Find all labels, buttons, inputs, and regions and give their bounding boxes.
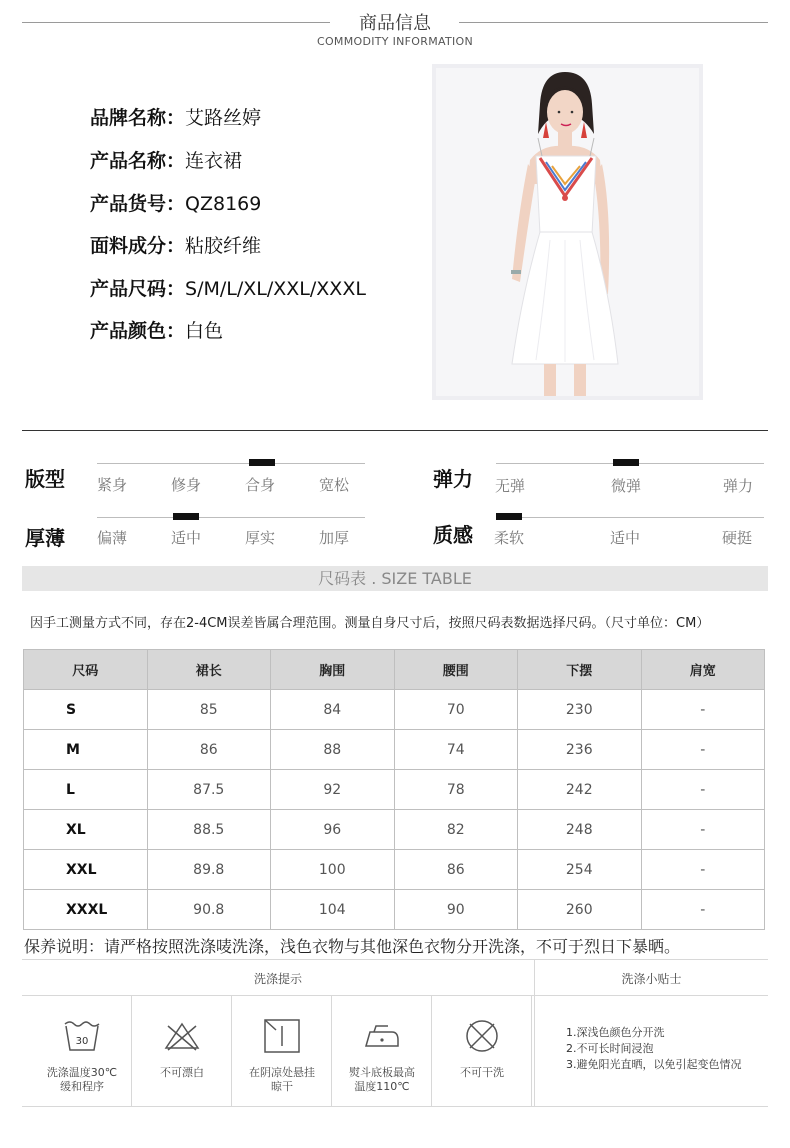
scale-fit-title: 版型 — [25, 467, 65, 491]
table-row — [24, 850, 765, 890]
table-cell: 248 — [518, 810, 642, 850]
scale-fit-option: 宽松 — [319, 476, 350, 494]
table-row — [24, 730, 765, 770]
header-cell: 下摆 — [518, 650, 642, 690]
table-cell: XXXL — [24, 890, 148, 930]
section-divider — [22, 430, 768, 431]
scale-texture-option: 柔软 — [494, 529, 525, 547]
no-bleach-icon — [162, 1018, 202, 1054]
wash-tips-list — [566, 1025, 742, 1073]
wash-advice-title: 洗涤小贴士 — [621, 972, 682, 986]
wash-icon-cell — [32, 996, 132, 1106]
wash-icon-label: 熨斗底板最高 温度110℃ — [349, 1066, 415, 1093]
scale-elasticity-option: 无弹 — [495, 477, 526, 495]
scale-thickness-option: 厚实 — [245, 529, 276, 547]
info-brand: 品牌名称：艾路丝婷 — [90, 107, 262, 129]
list-item: 1.深浅色颜色分开洗 — [566, 1026, 665, 1039]
table-cell: 92 — [271, 770, 395, 810]
scale-thickness-marker — [173, 513, 199, 520]
scale-texture-marker — [496, 513, 522, 520]
no-dry-clean-icon — [462, 1018, 502, 1054]
header-cell: 胸围 — [271, 650, 395, 690]
info-sizes: 产品尺码：S/M/L/XL/XXL/XXXL — [90, 278, 366, 300]
wash-bottom-line — [22, 1106, 768, 1107]
table-cell: 100 — [271, 850, 395, 890]
wash-icon-cell — [332, 996, 432, 1106]
scale-thickness-option: 适中 — [171, 529, 202, 547]
scale-fit-option: 合身 — [245, 476, 276, 494]
table-cell: 84 — [271, 690, 395, 730]
table-cell: 87.5 — [147, 770, 271, 810]
table-cell: 78 — [394, 770, 518, 810]
scale-fit-option: 修身 — [171, 476, 202, 494]
table-cell: - — [641, 730, 765, 770]
table-cell: 242 — [518, 770, 642, 810]
scale-thickness-option: 偏薄 — [97, 529, 128, 547]
table-cell: M — [24, 730, 148, 770]
size-table-header-row — [24, 650, 765, 690]
table-cell: - — [641, 890, 765, 930]
table-cell: 74 — [394, 730, 518, 770]
wash-icon-label: 不可干洗 — [460, 1066, 504, 1079]
list-item: 3.避免阳光直晒，以免引起变色情况 — [566, 1058, 742, 1071]
table-cell: 230 — [518, 690, 642, 730]
scale-elasticity-marker — [613, 459, 639, 466]
table-cell: 85 — [147, 690, 271, 730]
care-instructions: 保养说明：请严格按照洗涤唛洗涤，浅色衣物与其他深色衣物分开洗涤，不可于烈日下暴晒。 — [24, 937, 681, 956]
table-cell: S — [24, 690, 148, 730]
wash-icon-cell — [132, 996, 232, 1106]
scale-fit-option: 紧身 — [97, 476, 128, 494]
wash-icon-cell — [432, 996, 532, 1106]
size-table — [23, 649, 765, 930]
header-cell: 腰围 — [394, 650, 518, 690]
scale-texture-option: 适中 — [610, 529, 641, 547]
scale-thickness-line — [97, 517, 365, 518]
table-cell: 88 — [271, 730, 395, 770]
table-cell: 90 — [394, 890, 518, 930]
table-cell: 89.8 — [147, 850, 271, 890]
table-cell: 86 — [394, 850, 518, 890]
scale-elasticity-title: 弹力 — [433, 467, 473, 491]
product-photo — [432, 64, 703, 400]
header-cell: 尺码 — [24, 650, 148, 690]
shade-dry-icon — [262, 1018, 302, 1054]
info-product-name: 产品名称：连衣裙 — [90, 150, 243, 172]
table-row — [24, 690, 765, 730]
list-item: 2.不可长时间浸泡 — [566, 1042, 654, 1055]
table-row — [24, 890, 765, 930]
wash-temperature-label: 30 — [75, 1036, 89, 1047]
table-row — [24, 810, 765, 850]
scale-elasticity-option: 弹力 — [723, 477, 754, 495]
table-cell: 82 — [394, 810, 518, 850]
table-cell: L — [24, 770, 148, 810]
wash-icon-cell — [232, 996, 332, 1106]
table-cell: 90.8 — [147, 890, 271, 930]
size-table-title: 尺码表 . SIZE TABLE — [318, 569, 472, 588]
section-title: 商品信息 — [359, 13, 431, 34]
scale-texture-option: 硬挺 — [722, 529, 753, 547]
scale-fit-marker — [249, 459, 275, 466]
wash-icon-label: 洗涤温度30℃ 缓和程序 — [46, 1066, 118, 1093]
header-cell: 裙长 — [147, 650, 271, 690]
table-cell: - — [641, 810, 765, 850]
scale-thickness-title: 厚薄 — [25, 526, 65, 550]
wash-icon-label: 不可漂白 — [160, 1066, 204, 1079]
table-cell: 70 — [394, 690, 518, 730]
table-cell: 88.5 — [147, 810, 271, 850]
wash-tips-title: 洗涤提示 — [253, 972, 302, 986]
info-sku: 产品货号：QZ8169 — [90, 193, 262, 215]
table-cell: 260 — [518, 890, 642, 930]
table-cell: XL — [24, 810, 148, 850]
iron-icon — [362, 1018, 402, 1054]
table-cell: XXL — [24, 850, 148, 890]
table-cell: - — [641, 690, 765, 730]
table-cell: 104 — [271, 890, 395, 930]
table-cell: 236 — [518, 730, 642, 770]
scale-texture-title: 质感 — [433, 523, 473, 547]
scale-fit-line — [97, 463, 365, 464]
wash-30-icon — [62, 1018, 102, 1054]
table-cell: 86 — [147, 730, 271, 770]
size-table-note: 因手工测量方式不同，存在2-4CM误差皆属合理范围。测量自身尺寸后，按照尺码表数据选择尺码。（尺寸单位：CM） — [30, 616, 710, 631]
table-row — [24, 770, 765, 810]
table-cell: 254 — [518, 850, 642, 890]
scale-elasticity-option: 微弹 — [611, 477, 642, 495]
header-cell: 肩宽 — [641, 650, 765, 690]
info-color: 产品颜色：白色 — [90, 320, 224, 342]
info-fabric: 面料成分：粘胶纤维 — [90, 235, 262, 257]
section-subtitle: COMMODITY INFORMATION — [316, 35, 474, 48]
table-cell: - — [641, 770, 765, 810]
wash-icon-label: 在阴凉处悬挂 晾干 — [249, 1066, 315, 1093]
table-cell: - — [641, 850, 765, 890]
table-cell: 96 — [271, 810, 395, 850]
scale-texture-line — [496, 517, 764, 518]
wash-top-line — [22, 959, 768, 960]
scale-thickness-option: 加厚 — [319, 529, 350, 547]
